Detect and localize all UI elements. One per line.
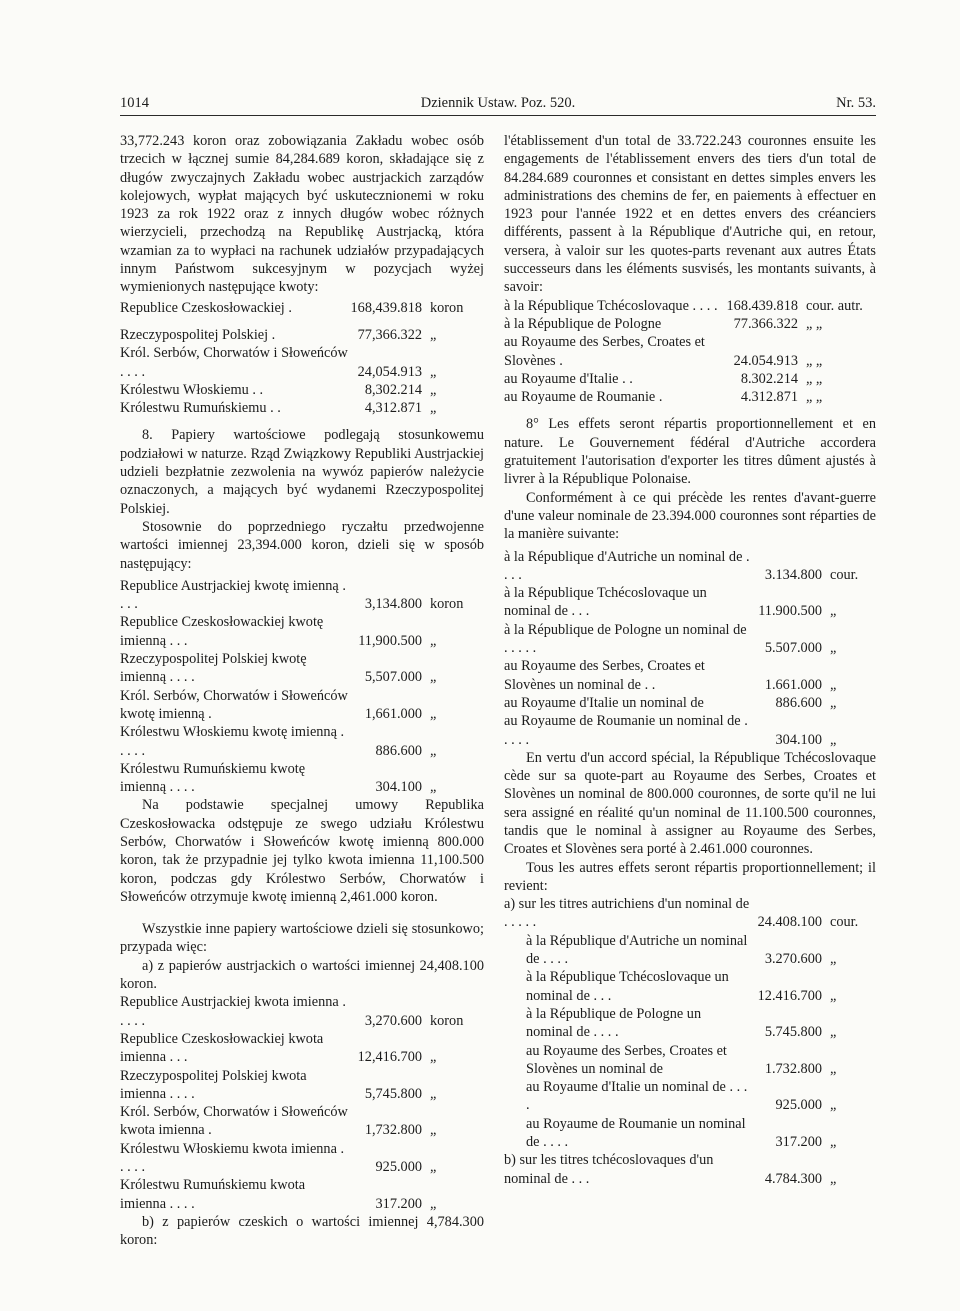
list-item: au Royaume des Serbes, Croates et Slovènes . 24.054.913 „ „	[504, 334, 823, 369]
list-item: au Royaume d'Italie un nominal de 886.600 „	[504, 694, 837, 711]
fr-para-prewar: Conformément à ce qui précède les rentes d'avant-guerre d'une valeur nominale de 23.394.000 couronnes sont réparties de la manière suivante:	[504, 489, 876, 543]
list-item: au Royaume des Serbes, Croates et Slovènes un nominal de 1.732.800 „	[526, 1042, 837, 1077]
list-item: à la République Tchécoslovaque un nominal de . . . 11.900.500 „	[504, 585, 837, 620]
list-item: à la République Tchécoslovaque . . . . 168.439.818 cour. autr.	[504, 297, 863, 314]
list-item: au Royaume de Roumanie . 4.312.871 „ „	[504, 389, 823, 406]
list-item: Król. Serbów, Chorwatów i Słoweńców kwotę imienną . 1,661.000 „	[120, 687, 437, 722]
pl-para-others: Wszystkie inne papiery wartościowe dzieli się stosunkowo; przypada więc:	[120, 921, 484, 956]
pl-sub-a: a) z papierów austrjackich o wartości imiennej 24,408.100 koron.	[120, 957, 484, 993]
list-item: à la République Tchécoslovaque un nominal de . . . 12.416.700 „	[526, 969, 837, 1004]
list-item: Rzeczypospolitej Polskiej kwotę imienną . . . . 5,507.000 „	[120, 651, 437, 686]
list-item: Republice Austrjackiej kwotę imienną . . . . 3,134.800 koron	[120, 577, 464, 613]
list-item: au Royaume des Serbes, Croates et Slovènes un nominal de . . 1.661.000 „	[504, 658, 837, 693]
french-column	[504, 132, 876, 1188]
polish-column	[120, 132, 484, 1250]
list-item: Rzeczypospolitej Polskiej . 77,366.322 „	[120, 326, 437, 343]
list-item: Królestwu Włoskiemu . . 8,302.214 „	[120, 381, 437, 398]
fr-list2	[504, 548, 876, 749]
list-item: Król. Serbów, Chorwatów i Słoweńców . . . . 24,054.913 „	[120, 345, 437, 380]
list-item: Król. Serbów, Chorwatów i Słoweńców kwota imienna . 1,732.800 „	[120, 1104, 437, 1139]
pl-para-special: Na podstawie specjalnej umowy Republika Czeskosłowacka odstępuje ze swego udziału Królestwu Serbów, Chorwatów i Słoweńców kwotę imienną 800.000 koron, tak że przypadnie jej tylko kwota imienna 11,100.500 koron, podczas gdy Królestwo Serbów, Chorwatów i Słoweńców otrzymuje kwotę imienną 2,461.000 koron.	[120, 797, 484, 905]
issue-number: Nr. 53.	[836, 95, 876, 111]
list-item: au Royaume de Roumanie un nominal de . . . . 317.200 „	[526, 1115, 837, 1151]
journal-title: Dziennik Ustaw. Poz. 520.	[420, 95, 576, 111]
list-item: à la République de Pologne un nominal de . . . . 5.745.800 „	[526, 1005, 837, 1041]
list-item: au Royaume de Roumanie un nominal de . . . . . 304.100 „	[504, 713, 837, 748]
list-item: Królestwu Włoskiemu kwotę imienną . . . . . 886.600 „	[120, 724, 437, 759]
list-item: Królestwu Włoskiemu kwota imienna . . . . . 925.000 „	[120, 1140, 437, 1176]
list-item: Republice Czeskosłowackiej kwota imienna . . . 12,416.700 „	[120, 1030, 437, 1066]
list-item: Królestwu Rumuńskiemu kwota imienna . . . . 317.200 „	[120, 1177, 437, 1212]
list-item: Rzeczypospolitej Polskiej kwota imienna . . . . 5,745.800 „	[120, 1067, 437, 1102]
list-item: Republice Czeskosłowackiej kwotę imienną . . . 11,900.500 „	[120, 614, 437, 649]
pl-list2	[120, 577, 484, 797]
pl-intro: 33,772.243 koron oraz zobowiązania Zakładu wobec osób trzecich w łącznej sumie 84,284.689 koron, składające się z długów zwyczajnych Zakładu wobec austrjackich zarządów kolejowych, wypłat mających być uskutecznionemi w roku 1923 za rok 1922 oraz z innych długów wobec różnych wierzycieli, przechodzą na Republikę Austrjacką, która wzamian za to wypłaci na rachunek udziałów przypadających innym Państwom sukcesyjnym w pozycjach wyżej wymienionych następujące kwoty:	[120, 133, 484, 296]
page-number: 1014	[120, 95, 149, 111]
pl-list1	[120, 299, 484, 418]
list-item: Królestwu Rumuńskiemu kwotę imienną . . . . 304.100 „	[120, 760, 437, 796]
list-item: à la République d'Autriche un nominal de . . . . 3.134.800 cour.	[504, 548, 859, 583]
fr-sub-a: a) sur les titres autrichiens d'un nominal de . . . . . 24.408.100 cour.	[504, 896, 859, 931]
page-header	[120, 93, 876, 116]
fr-sub-b: b) sur les titres tchécoslovaques d'un nominal de . . . 4.784.300 „	[504, 1152, 837, 1187]
fr-para-others: Tous les autres effets seront répartis proportionnellement; il revient:	[504, 859, 876, 894]
list-item: à la République de Pologne un nominal de . . . . . 5.507.000 „	[504, 621, 837, 657]
pl-list3	[120, 993, 484, 1213]
pl-sub-b: b) z papierów czeskich o wartości imiennej 4,784.300 koron:	[120, 1213, 484, 1249]
list-item: Republice Austrjackiej kwota imienna . . . . . 3,270.600 koron	[120, 994, 464, 1029]
fr-para8: 8° Les effets seront répartis proportionnellement et en nature. Le Gouvernement fédéral d'Autriche accordera gratuitement l'autorisation d'exporter les titres dûment ajustés à livrer à la République Polonaise.	[504, 416, 876, 488]
list-item: à la République d'Autriche un nominal de . . . . 3.270.600 „	[526, 932, 837, 968]
fr-para-special: En vertu d'un accord spécial, la République Tchécoslovaque cède sur sa quote-part au Royaume des Serbes, Croates et Slovènes un nominal de 800.000 couronnes, de sorte qu'il ne lui sera assigné en réalité qu'un nominal de 11.100.500 couronnes, tandis que le nominal à assigner au Royaume des Serbes, Croates et Slovènes sera porté à 2.461.000 couronnes.	[504, 749, 876, 858]
fr-list3	[504, 932, 876, 1152]
list-item: au Royaume d'Italie . . 8.302.214 „ „	[504, 370, 823, 387]
list-item: à la République de Pologne 77.366.322 „ „	[504, 315, 823, 332]
fr-list1	[504, 297, 876, 407]
pl-para8: 8. Papiery wartościowe podlegają stosunkowemu podziałowi w naturze. Rząd Związkowy Republiki Austrjackiej udzieli bezpłatnie zezwolenia na wywóz papierów należycie oznaczonych, a mających być wydanemi Rzeczypospolitej Polskiej.	[120, 427, 484, 517]
list-item: Republice Czeskosłowackiej . 168,439.818 koron	[120, 299, 464, 316]
fr-intro: l'établissement d'un total de 33.722.243 couronnes ensuite les engagements de l'établissement envers des tiers d'un total de 84.284.689 couronnes et consistant en dettes simples envers les administrations des chemins de fer, en paiements à effectuer en 1923 pour l'année 1922 et en dettes envers des créanciers différents, passent à la République d'Autriche qui, en retour, versera, à valoir sur les quotes-parts revenant aux autres États successeurs dans les éléments susvisés, les montants suivants, à savoir:	[504, 133, 876, 296]
list-item: Królestwu Rumuńskiemu . . 4,312.871 „	[120, 400, 437, 417]
list-item: au Royaume d'Italie un nominal de . . . . 925.000 „	[526, 1079, 837, 1114]
pl-para-prewar: Stosownie do poprzedniego ryczałtu przedwojenne wartości imiennej 23,394.000 koron, dzieli się w sposób następujący:	[120, 518, 484, 572]
